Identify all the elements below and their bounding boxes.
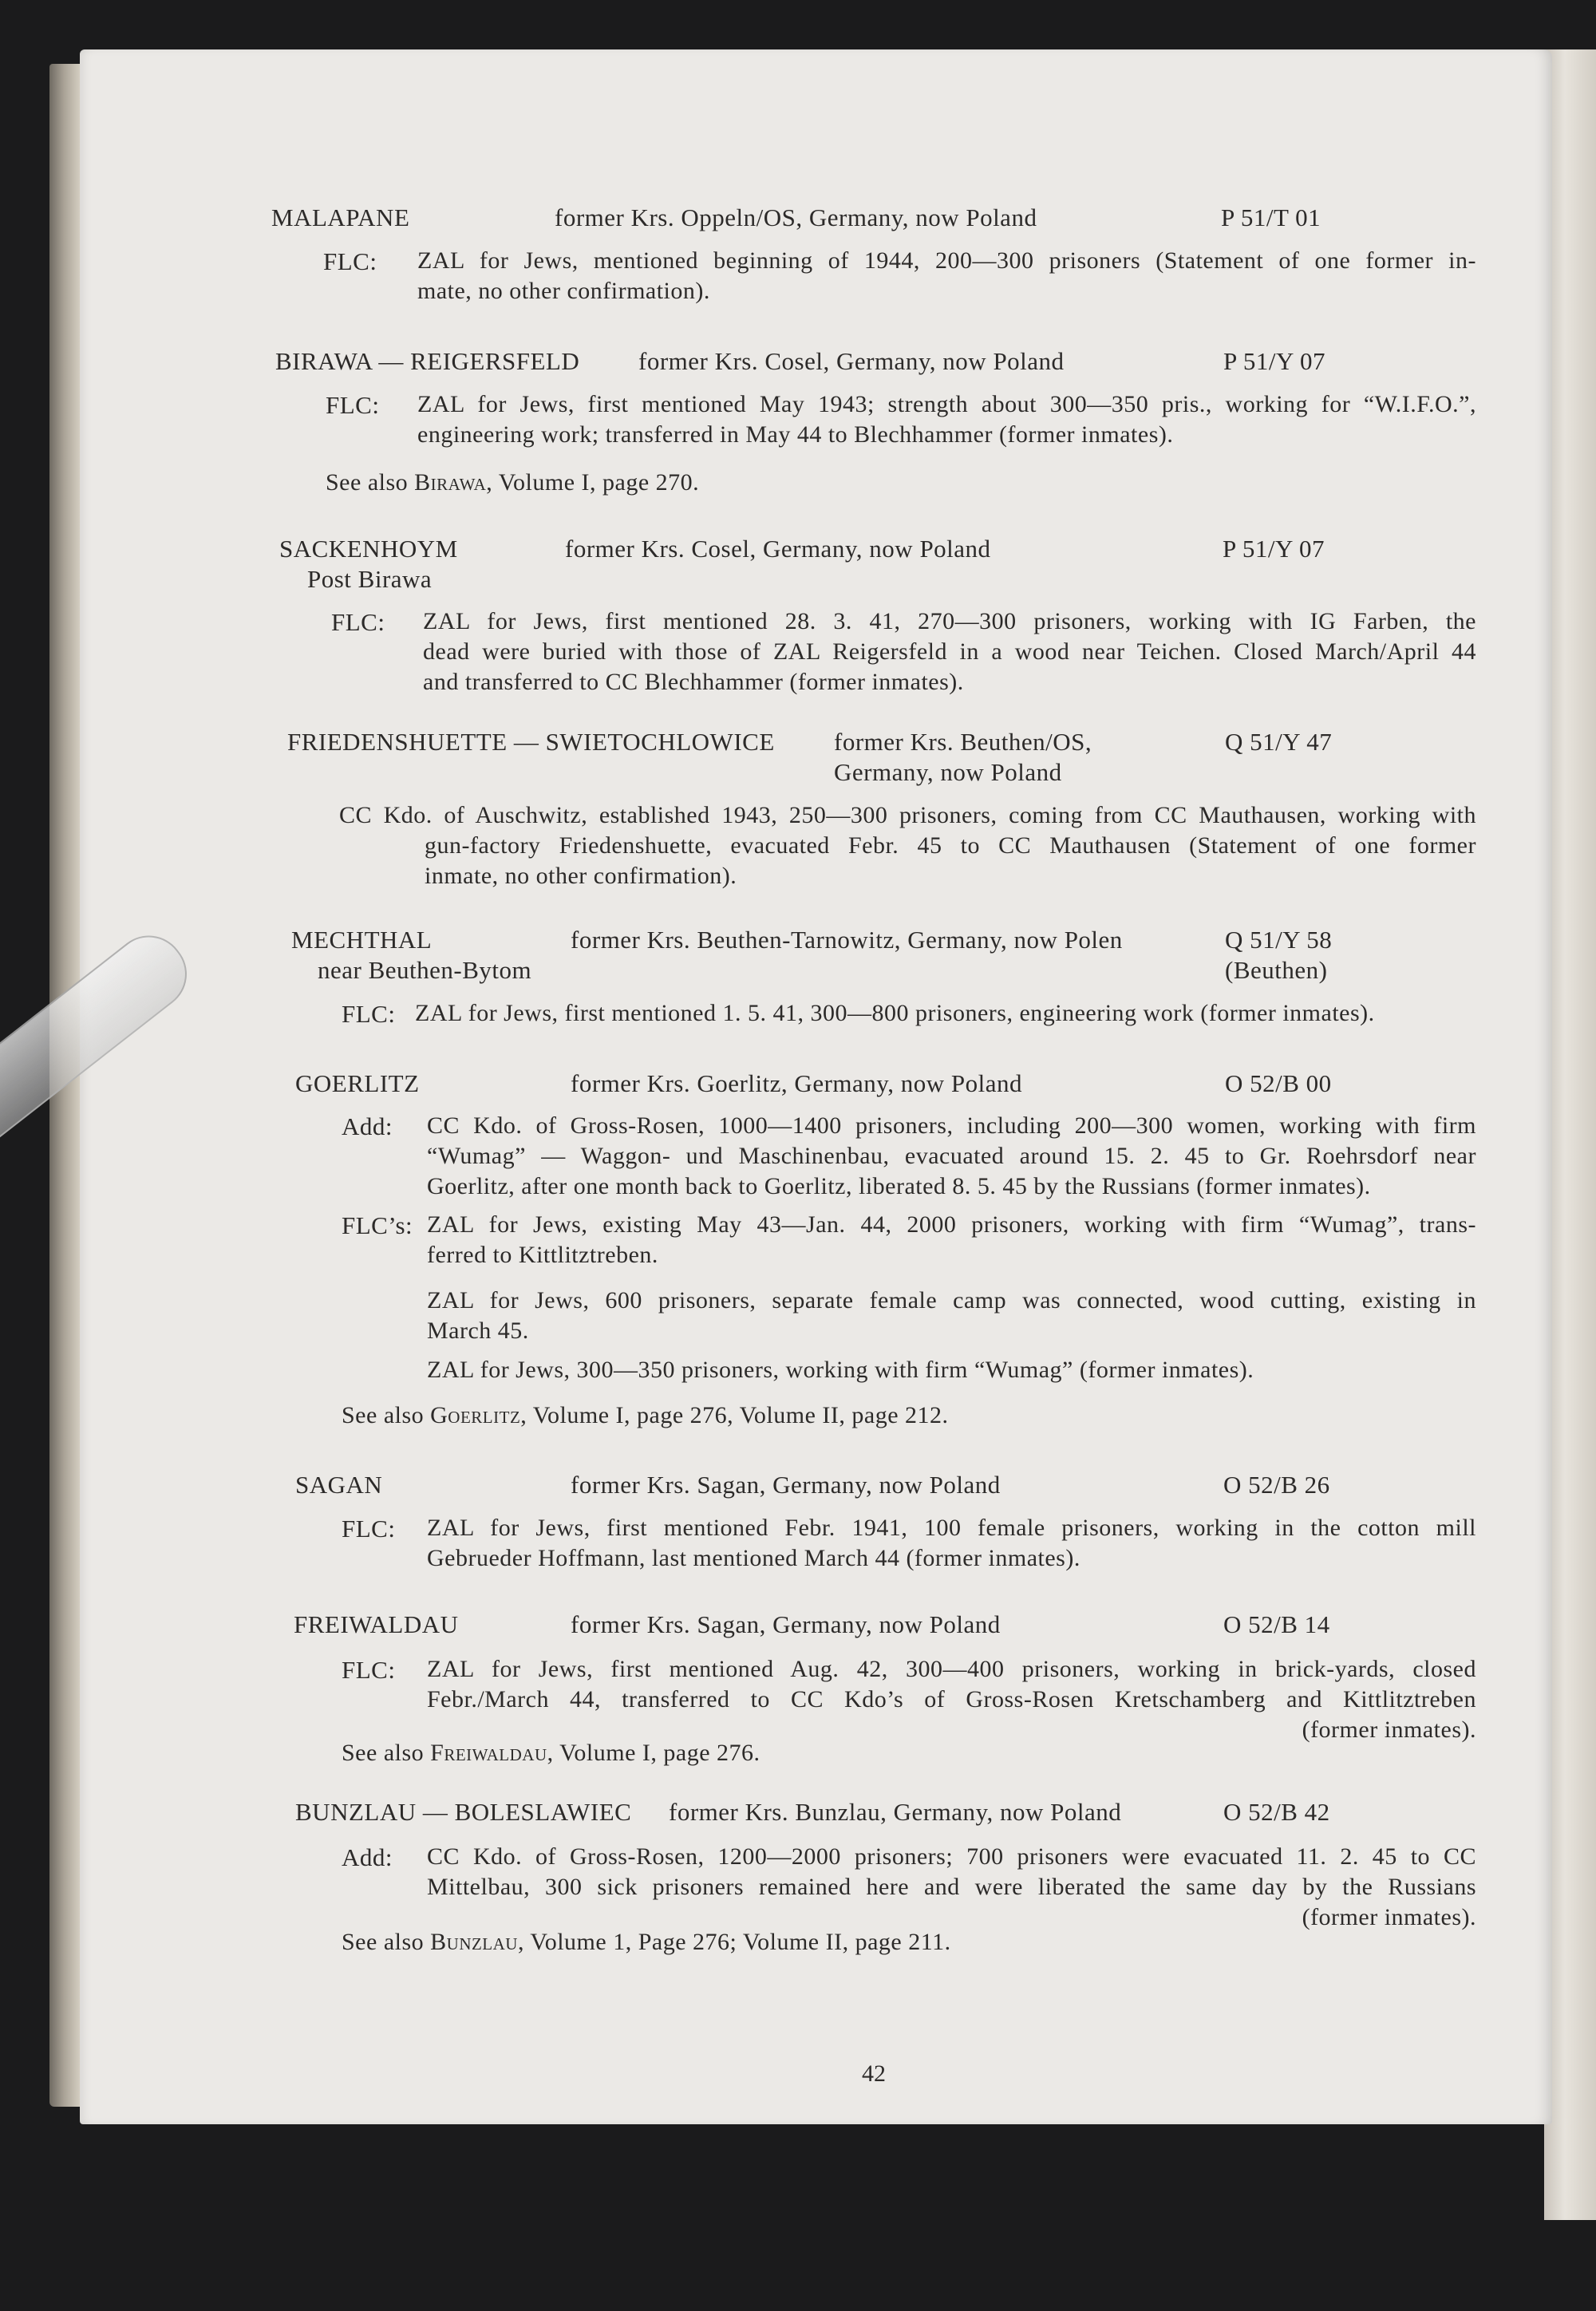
see-also-place: Freiwaldau	[430, 1740, 547, 1766]
note-line: engineering work; transferred in May 44 to Blechhammer (former inmates).	[417, 421, 1174, 448]
note-line: Febr./March 44, transferred to CC Kdo’s of Gross-Rosen Kretschamberg and Kittlitztreben	[427, 1686, 1476, 1713]
entry-location: former Krs. Cosel, Germany, now Poland	[638, 347, 1065, 375]
note-line: ferred to Kittlitztreben.	[427, 1242, 658, 1268]
entry-map-code: P 51/T 01	[1221, 203, 1321, 231]
entry-name: FRIEDENSHUETTE — SWIETOCHLOWICE	[287, 728, 775, 756]
entry-subname: Post Birawa	[307, 565, 433, 593]
see-also-reference	[342, 1402, 949, 1429]
entry-name: SAGAN	[295, 1471, 383, 1499]
entry-location: former Krs. Sagan, Germany, now Poland	[571, 1610, 1001, 1638]
see-also-pages: , Volume I, page 270.	[486, 469, 700, 496]
note-line: gun-factory Friedenshuette, evacuated Febr. 45 to CC Mauthausen (Statement of one former	[425, 832, 1476, 859]
entry-location: former Krs. Cosel, Germany, now Poland	[565, 535, 991, 563]
note-line: “Wumag” — Waggon- und Maschinenbau, evacuated around 15. 2. 45 to Gr. Roehrsdorf near	[427, 1143, 1476, 1169]
entry-location-line2: Germany, now Poland	[834, 758, 1062, 786]
entry-location: former Krs. Sagan, Germany, now Poland	[571, 1471, 1001, 1499]
entry-name: SACKENHOYM	[279, 535, 458, 563]
note-line: mate, no other confirmation).	[417, 278, 710, 304]
entry-name: BIRAWA — REIGERSFELD	[275, 347, 580, 375]
see-also-prefix: See also	[326, 469, 409, 496]
see-also-pages: , Volume 1, Page 276; Volume II, page 211.	[517, 1929, 951, 1955]
entry-name: MECHTHAL	[291, 926, 433, 954]
see-also-place: Goerlitz	[430, 1402, 521, 1428]
note-label: FLC:	[331, 608, 385, 636]
see-also-reference	[326, 469, 699, 496]
note-line: ZAL for Jews, first mentioned Aug. 42, 300—400 prisoners, working in brick-yards, closed	[427, 1656, 1476, 1682]
entry-subname: near Beuthen-Bytom	[318, 956, 532, 984]
note-label: Add:	[342, 1112, 393, 1140]
entry-map-code: P 51/Y 07	[1223, 535, 1325, 563]
note-line: and transferred to CC Blechhammer (former inmates).	[423, 669, 964, 695]
entry-location: former Krs. Oppeln/OS, Germany, now Poland	[555, 203, 1037, 231]
entry-map-code: Q 51/Y 58	[1225, 926, 1333, 954]
note-line: CC Kdo. of Gross-Rosen, 1200—2000 prisoners; 700 prisoners were evacuated 11. 2. 45 to CC	[427, 1843, 1476, 1870]
entry-map-code: P 51/Y 07	[1223, 347, 1325, 375]
note-line: (former inmates).	[1302, 1904, 1476, 1930]
entry-name: BUNZLAU — BOLESLAWIEC	[295, 1798, 632, 1826]
see-also-prefix: See also	[342, 1929, 425, 1955]
note-line: dead were buried with those of ZAL Reigersfeld in a wood near Teichen. Closed March/April 44	[423, 638, 1476, 665]
entry-location: former Krs. Beuthen/OS,	[834, 728, 1092, 756]
note-label: FLC’s:	[342, 1211, 413, 1239]
entry-name: MALAPANE	[271, 203, 410, 231]
entry-map-code: O 52/B 00	[1225, 1069, 1332, 1097]
note-line: Goerlitz, after one month back to Goerlitz, liberated 8. 5. 45 by the Russians (former inmates).	[427, 1173, 1371, 1199]
note-line: March 45.	[427, 1317, 529, 1344]
entry-location: former Krs. Bunzlau, Germany, now Poland	[669, 1798, 1122, 1826]
see-also-place: Bunzlau	[430, 1929, 518, 1955]
entry-map-code: O 52/B 42	[1223, 1798, 1330, 1826]
entry-name: FREIWALDAU	[294, 1610, 459, 1638]
note-line: ZAL for Jews, first mentioned 1. 5. 41, 300—800 prisoners, engineering work (former inmates).	[415, 1000, 1375, 1026]
note-line: (former inmates).	[1302, 1716, 1476, 1743]
note-line: ZAL for Jews, 600 prisoners, separate female camp was connected, wood cutting, existing in	[427, 1287, 1476, 1314]
entry-location: former Krs. Beuthen-Tarnowitz, Germany, now Polen	[571, 926, 1123, 954]
see-also-prefix: See also	[342, 1740, 425, 1766]
note-line: ZAL for Jews, first mentioned May 1943; strength about 300—350 pris., working for “W.I.F.O.”,	[417, 391, 1476, 417]
note-label: FLC:	[342, 1656, 396, 1684]
note-line: Mittelbau, 300 sick prisoners remained here and were liberated the same day by the Russians	[427, 1874, 1476, 1900]
note-line: ZAL for Jews, 300—350 prisoners, working with firm “Wumag” (former inmates).	[427, 1357, 1254, 1383]
note-label: FLC:	[326, 391, 380, 419]
note-line: Gebrueder Hoffmann, last mentioned March 44 (former inmates).	[427, 1545, 1080, 1571]
see-also-reference	[342, 1929, 951, 1956]
note-label: FLC:	[323, 247, 377, 275]
see-also-pages: , Volume I, page 276.	[547, 1740, 760, 1766]
note-label: FLC:	[342, 1515, 396, 1543]
note-line: ZAL for Jews, existing May 43—Jan. 44, 2000 prisoners, working with firm “Wumag”, trans-	[427, 1211, 1476, 1238]
note-line: ZAL for Jews, mentioned beginning of 1944, 200—300 prisoners (Statement of one former in-	[417, 247, 1476, 274]
entry-name: GOERLITZ	[295, 1069, 420, 1097]
see-also-prefix: See also	[342, 1402, 425, 1428]
note-line: ZAL for Jews, first mentioned Febr. 1941, 100 female prisoners, working in the cotton mill	[427, 1515, 1476, 1541]
entry-map-code: O 52/B 26	[1223, 1471, 1330, 1499]
page-number: 42	[862, 2060, 886, 2087]
note-line: inmate, no other confirmation).	[425, 863, 737, 889]
entry-location: former Krs. Goerlitz, Germany, now Poland	[571, 1069, 1023, 1097]
entry-map-code: O 52/B 14	[1223, 1610, 1330, 1638]
see-also-reference	[342, 1740, 760, 1767]
note-label: Add:	[342, 1843, 393, 1871]
note-line: CC Kdo. of Gross-Rosen, 1000—1400 prisoners, including 200—300 women, working with firm	[427, 1112, 1476, 1139]
see-also-place: Birawa	[414, 469, 487, 496]
note-line: CC Kdo. of Auschwitz, established 1943, 250—300 prisoners, coming from CC Mauthausen, working with	[339, 802, 1476, 828]
note-line: ZAL for Jews, first mentioned 28. 3. 41, 270—300 prisoners, working with IG Farben, the	[423, 608, 1476, 634]
entry-map-code-note: (Beuthen)	[1225, 956, 1328, 984]
note-label: FLC:	[342, 1000, 396, 1028]
see-also-pages: , Volume I, page 276, Volume II, page 212.	[520, 1402, 949, 1428]
entry-map-code: Q 51/Y 47	[1225, 728, 1333, 756]
